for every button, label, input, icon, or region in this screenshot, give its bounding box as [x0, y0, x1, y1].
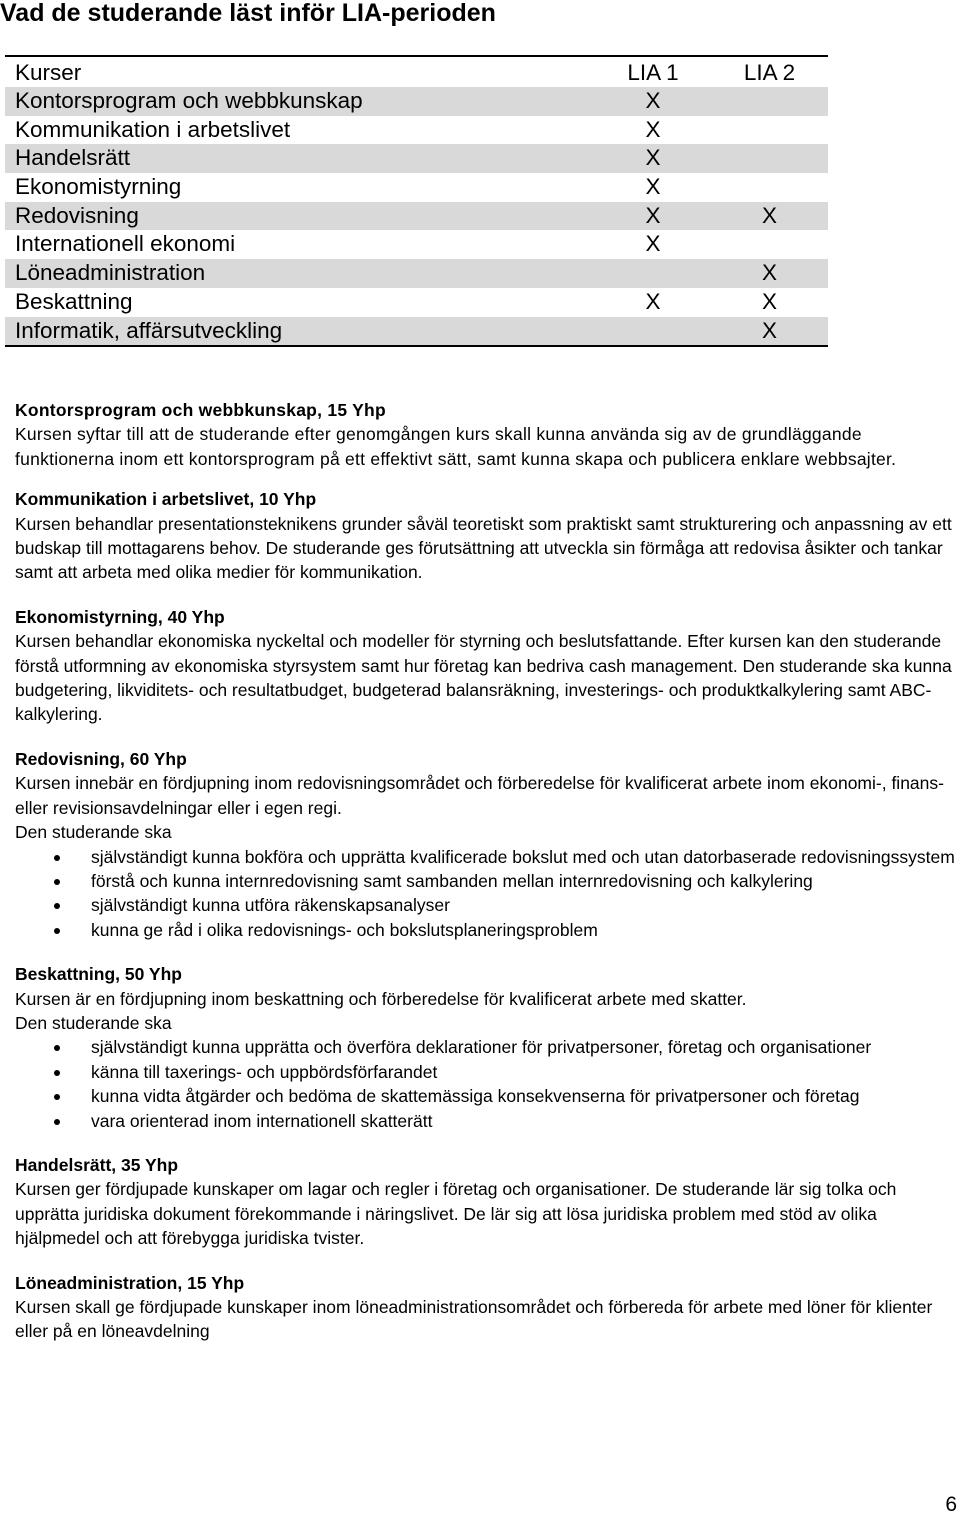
lia2-cell: X — [761, 317, 777, 343]
bullet-icon — [54, 879, 60, 885]
section-body: Kursen skall ge fördjupade kunskaper inom löneadministrationsområdet och förbereda för arbete med löner för klienter eller på en löneavdelning — [15, 1297, 933, 1342]
lia2-cell — [711, 116, 828, 145]
section-kommunikation — [15, 487, 955, 585]
lia1-cell: X — [645, 288, 661, 314]
list-item-text: självständigt kunna utföra räkenskapsanalyser — [91, 895, 450, 916]
bullet-icon — [54, 855, 60, 861]
list-item-text: självständigt kunna upprätta och överföra deklarationer för privatpersoner, företag och organisationer — [91, 1037, 872, 1058]
table-body — [5, 87, 828, 345]
list-item — [15, 918, 955, 942]
lia1-cell: X — [645, 231, 661, 257]
section-kontorsprogram — [15, 398, 955, 471]
table-row — [5, 87, 828, 116]
table-row — [5, 173, 828, 202]
section-redovisning — [15, 747, 955, 942]
lia2-cell — [711, 144, 828, 173]
table-row — [5, 116, 828, 145]
list-item-text: känna till taxerings- och uppbördsförfarandet — [91, 1061, 438, 1082]
course-name-cell: Handelsrätt — [15, 145, 131, 171]
section-body: Kursen innebär en fördjupning inom redovisningsområdet och förberedelse för kvalificerat arbete inom ekonomi-, finans- eller revisionsavdelningar eller i egen regi. — [15, 773, 944, 818]
column-header-lia2: LIA 2 — [743, 60, 796, 85]
table-row — [5, 259, 828, 288]
list-item-text: vara orienterad inom internationell skatterätt — [91, 1110, 433, 1131]
column-header-lia1: LIA 1 — [627, 60, 679, 85]
table-header-row — [5, 57, 828, 87]
lia1-cell — [595, 259, 711, 288]
section-ekonomistyrning — [15, 605, 955, 727]
list-item — [15, 1060, 955, 1084]
course-name-cell: Internationell ekonomi — [15, 231, 236, 257]
table-row — [5, 230, 828, 259]
course-name-cell: Informatik, affärsutveckling — [15, 317, 283, 343]
lia2-cell — [711, 230, 828, 259]
section-heading: Kontorsprogram och webbkunskap, 15 Yhp — [15, 400, 386, 420]
list-item — [15, 869, 955, 893]
course-name-cell: Beskattning — [15, 288, 133, 314]
list-item-text: kunna ge råd i olika redovisnings- och bokslutsplaneringsproblem — [91, 919, 598, 940]
section-intro: Den studerande ska — [15, 1012, 172, 1033]
section-heading: Handelsrätt, 35 Yhp — [15, 1154, 179, 1175]
list-item-text: förstå och kunna internredovisning samt sambanden mellan internredovisning och kalkylering — [91, 870, 813, 891]
lia1-cell: X — [645, 116, 661, 142]
list-item — [15, 1084, 955, 1108]
course-name-cell: Redovisning — [15, 202, 139, 228]
section-body: Kursen behandlar presentationsteknikens grunder såväl teoretiskt som praktiskt samt strukturering och anpassning av ett budskap till mottagarens behov. De studerande ges förutsättning att utveckla sin förmåga att redovisa åsikter och tankar samt att arbeta med olika medier för kommunikation. — [15, 513, 952, 583]
bullet-icon — [54, 903, 60, 909]
page-title: Vad de studerande läst inför LIA-perioden — [0, 0, 496, 27]
bullet-icon — [54, 928, 60, 934]
lia2-cell: X — [761, 260, 777, 286]
section-heading: Beskattning, 50 Yhp — [15, 964, 182, 985]
section-handelsratt — [15, 1153, 955, 1251]
list-item — [15, 1035, 955, 1059]
table-row — [5, 317, 828, 346]
list-item — [15, 845, 955, 869]
bullet-icon — [54, 1119, 60, 1125]
lia1-cell: X — [645, 145, 661, 171]
lia2-cell: X — [761, 288, 777, 314]
course-table — [5, 55, 828, 347]
course-name-cell: Ekonomistyrning — [15, 174, 182, 200]
bullet-list — [15, 845, 955, 943]
bullet-icon — [54, 1070, 60, 1076]
course-name-cell: Löneadministration — [15, 260, 206, 286]
lia1-cell: X — [645, 88, 661, 113]
table-row — [5, 144, 828, 173]
lia1-cell: X — [645, 202, 661, 228]
table-row — [5, 202, 828, 231]
lia1-cell: X — [645, 174, 661, 200]
lia2-cell: X — [761, 202, 777, 228]
section-heading: Ekonomistyrning, 40 Yhp — [15, 606, 225, 627]
section-beskattning — [15, 962, 955, 1133]
course-name-cell: Kontorsprogram och webbkunskap — [15, 88, 363, 113]
list-item — [15, 1109, 955, 1133]
bullet-icon — [54, 1094, 60, 1100]
section-body: Kursen behandlar ekonomiska nyckeltal och modeller för styrning och beslutsfattande. Efter kursen kan den studerande förstå utformning av ekonomiska styrsystem samt hur företag kan bedriva cash management. Den studerande ska kunna budgetering, likviditets- och resultatbudget, budgeterad balansräkning, investerings- och produktkalkylering samt ABC-kalkylering. — [15, 631, 952, 725]
section-heading: Löneadministration, 15 Yhp — [15, 1272, 245, 1293]
bullet-list — [15, 1035, 955, 1133]
table-row — [5, 288, 828, 317]
section-body: Kursen syftar till att de studerande efter genomgången kurs skall kunna använda sig av de grundläggande funktionerna inom ett kontorsprogram på ett effektivt sätt, samt kunna skapa och publicera enklare webbsajter. — [15, 424, 897, 469]
section-body: Kursen är en fördjupning inom beskattning och förberedelse för kvalificerat arbete med skatter. — [15, 988, 747, 1009]
list-item — [15, 893, 955, 917]
section-heading: Kommunikation i arbetslivet, 10 Yhp — [15, 489, 317, 510]
lia2-cell — [711, 87, 828, 116]
section-heading: Redovisning, 60 Yhp — [15, 748, 187, 769]
course-name-cell: Kommunikation i arbetslivet — [15, 116, 291, 142]
column-header-course: Kurser — [15, 60, 82, 85]
course-descriptions — [15, 398, 955, 1364]
lia1-cell — [595, 317, 711, 346]
lia2-cell — [711, 173, 828, 202]
section-loneadministration — [15, 1271, 955, 1344]
section-intro: Den studerande ska — [15, 822, 172, 843]
list-item-text: självständigt kunna bokföra och upprätta kvalificerade bokslut med och utan datorbaserade redovisningssystem — [91, 846, 955, 867]
section-body: Kursen ger fördjupade kunskaper om lagar och regler i företag och organisationer. De studerande lär sig tolka och upprätta juridiska dokument förekommande i näringslivet. De lär sig att lösa juridiska problem med stöd av olika hjälpmedel och att förebygga juridiska tvister. — [15, 1179, 897, 1249]
bullet-icon — [54, 1045, 60, 1051]
page-number: 6 — [945, 1493, 957, 1516]
list-item-text: kunna vidta åtgärder och bedöma de skattemässiga konsekvenserna för privatpersoner och företag — [91, 1086, 860, 1107]
